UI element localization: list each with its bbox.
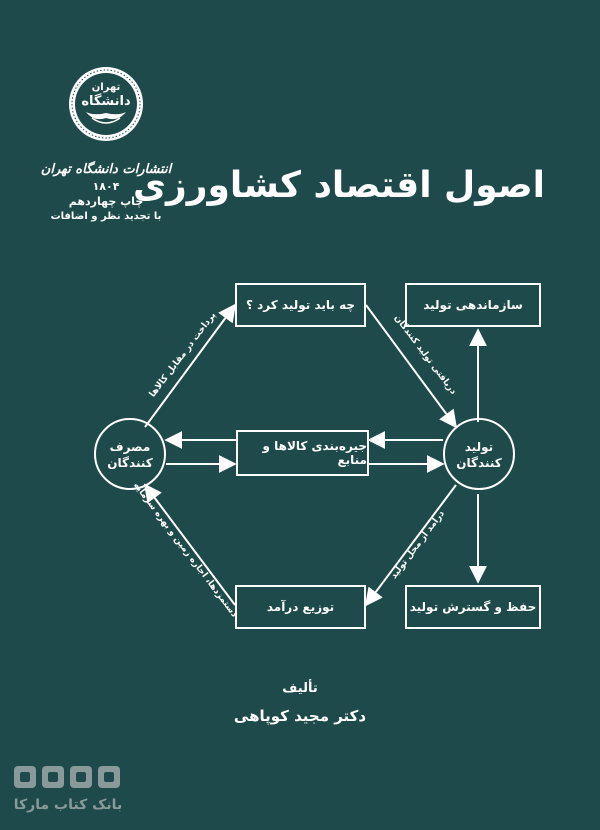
box-what-to-produce: چه باید تولید کرد ؟ xyxy=(235,283,366,327)
publication-number: ۱۸۰۴ xyxy=(92,180,120,193)
producers-line2: کنندگان xyxy=(456,456,502,470)
box-resources: جیره‌بندی کالاها و منابع xyxy=(236,430,369,476)
book-title: اصول اقتصاد کشاورزی xyxy=(133,165,545,206)
label-wages: دستمزدها، اجاره زمین و بهره سرمایه xyxy=(131,480,239,620)
watermark-logo xyxy=(10,760,125,794)
publisher-name: انتشارات دانشگاه تهران xyxy=(40,162,172,177)
arrow-income-to-consumers xyxy=(145,485,235,605)
revision-text: با تجدید نظر و اضافات xyxy=(50,211,162,222)
author-label: تألیف xyxy=(282,681,318,696)
box-maintain-production: حفظ و گسترش تولید xyxy=(405,585,541,629)
box-income-distribution: توزیع درآمد xyxy=(235,585,366,629)
producers-line1: تولید xyxy=(464,440,494,454)
consumers-line2: کنندگان xyxy=(107,456,153,470)
node-producers xyxy=(443,418,515,490)
arrow-consumers-to-what xyxy=(145,305,235,427)
label-payment: پرداخت در مقابل کالاها xyxy=(147,310,219,400)
watermark-logo-text xyxy=(10,760,125,761)
logo-main-text: دانشگاه xyxy=(81,94,131,109)
box-organize-production: سازماندهی تولید xyxy=(405,283,541,327)
edition-text: چاپ چهاردهم xyxy=(68,195,144,208)
node-consumers xyxy=(94,418,166,490)
author-name: دکتر مجید کوپاهی xyxy=(233,707,367,725)
label-producer-receipt: دریافتی تولید کنندگان xyxy=(391,313,459,397)
watermark-caption: بانک کتاب مارکا xyxy=(13,797,123,813)
label-income-from-production: درآمد از محل تولید xyxy=(389,508,447,582)
logo-top-text: تهران xyxy=(91,82,121,93)
consumers-line1: مصرف xyxy=(109,440,151,454)
